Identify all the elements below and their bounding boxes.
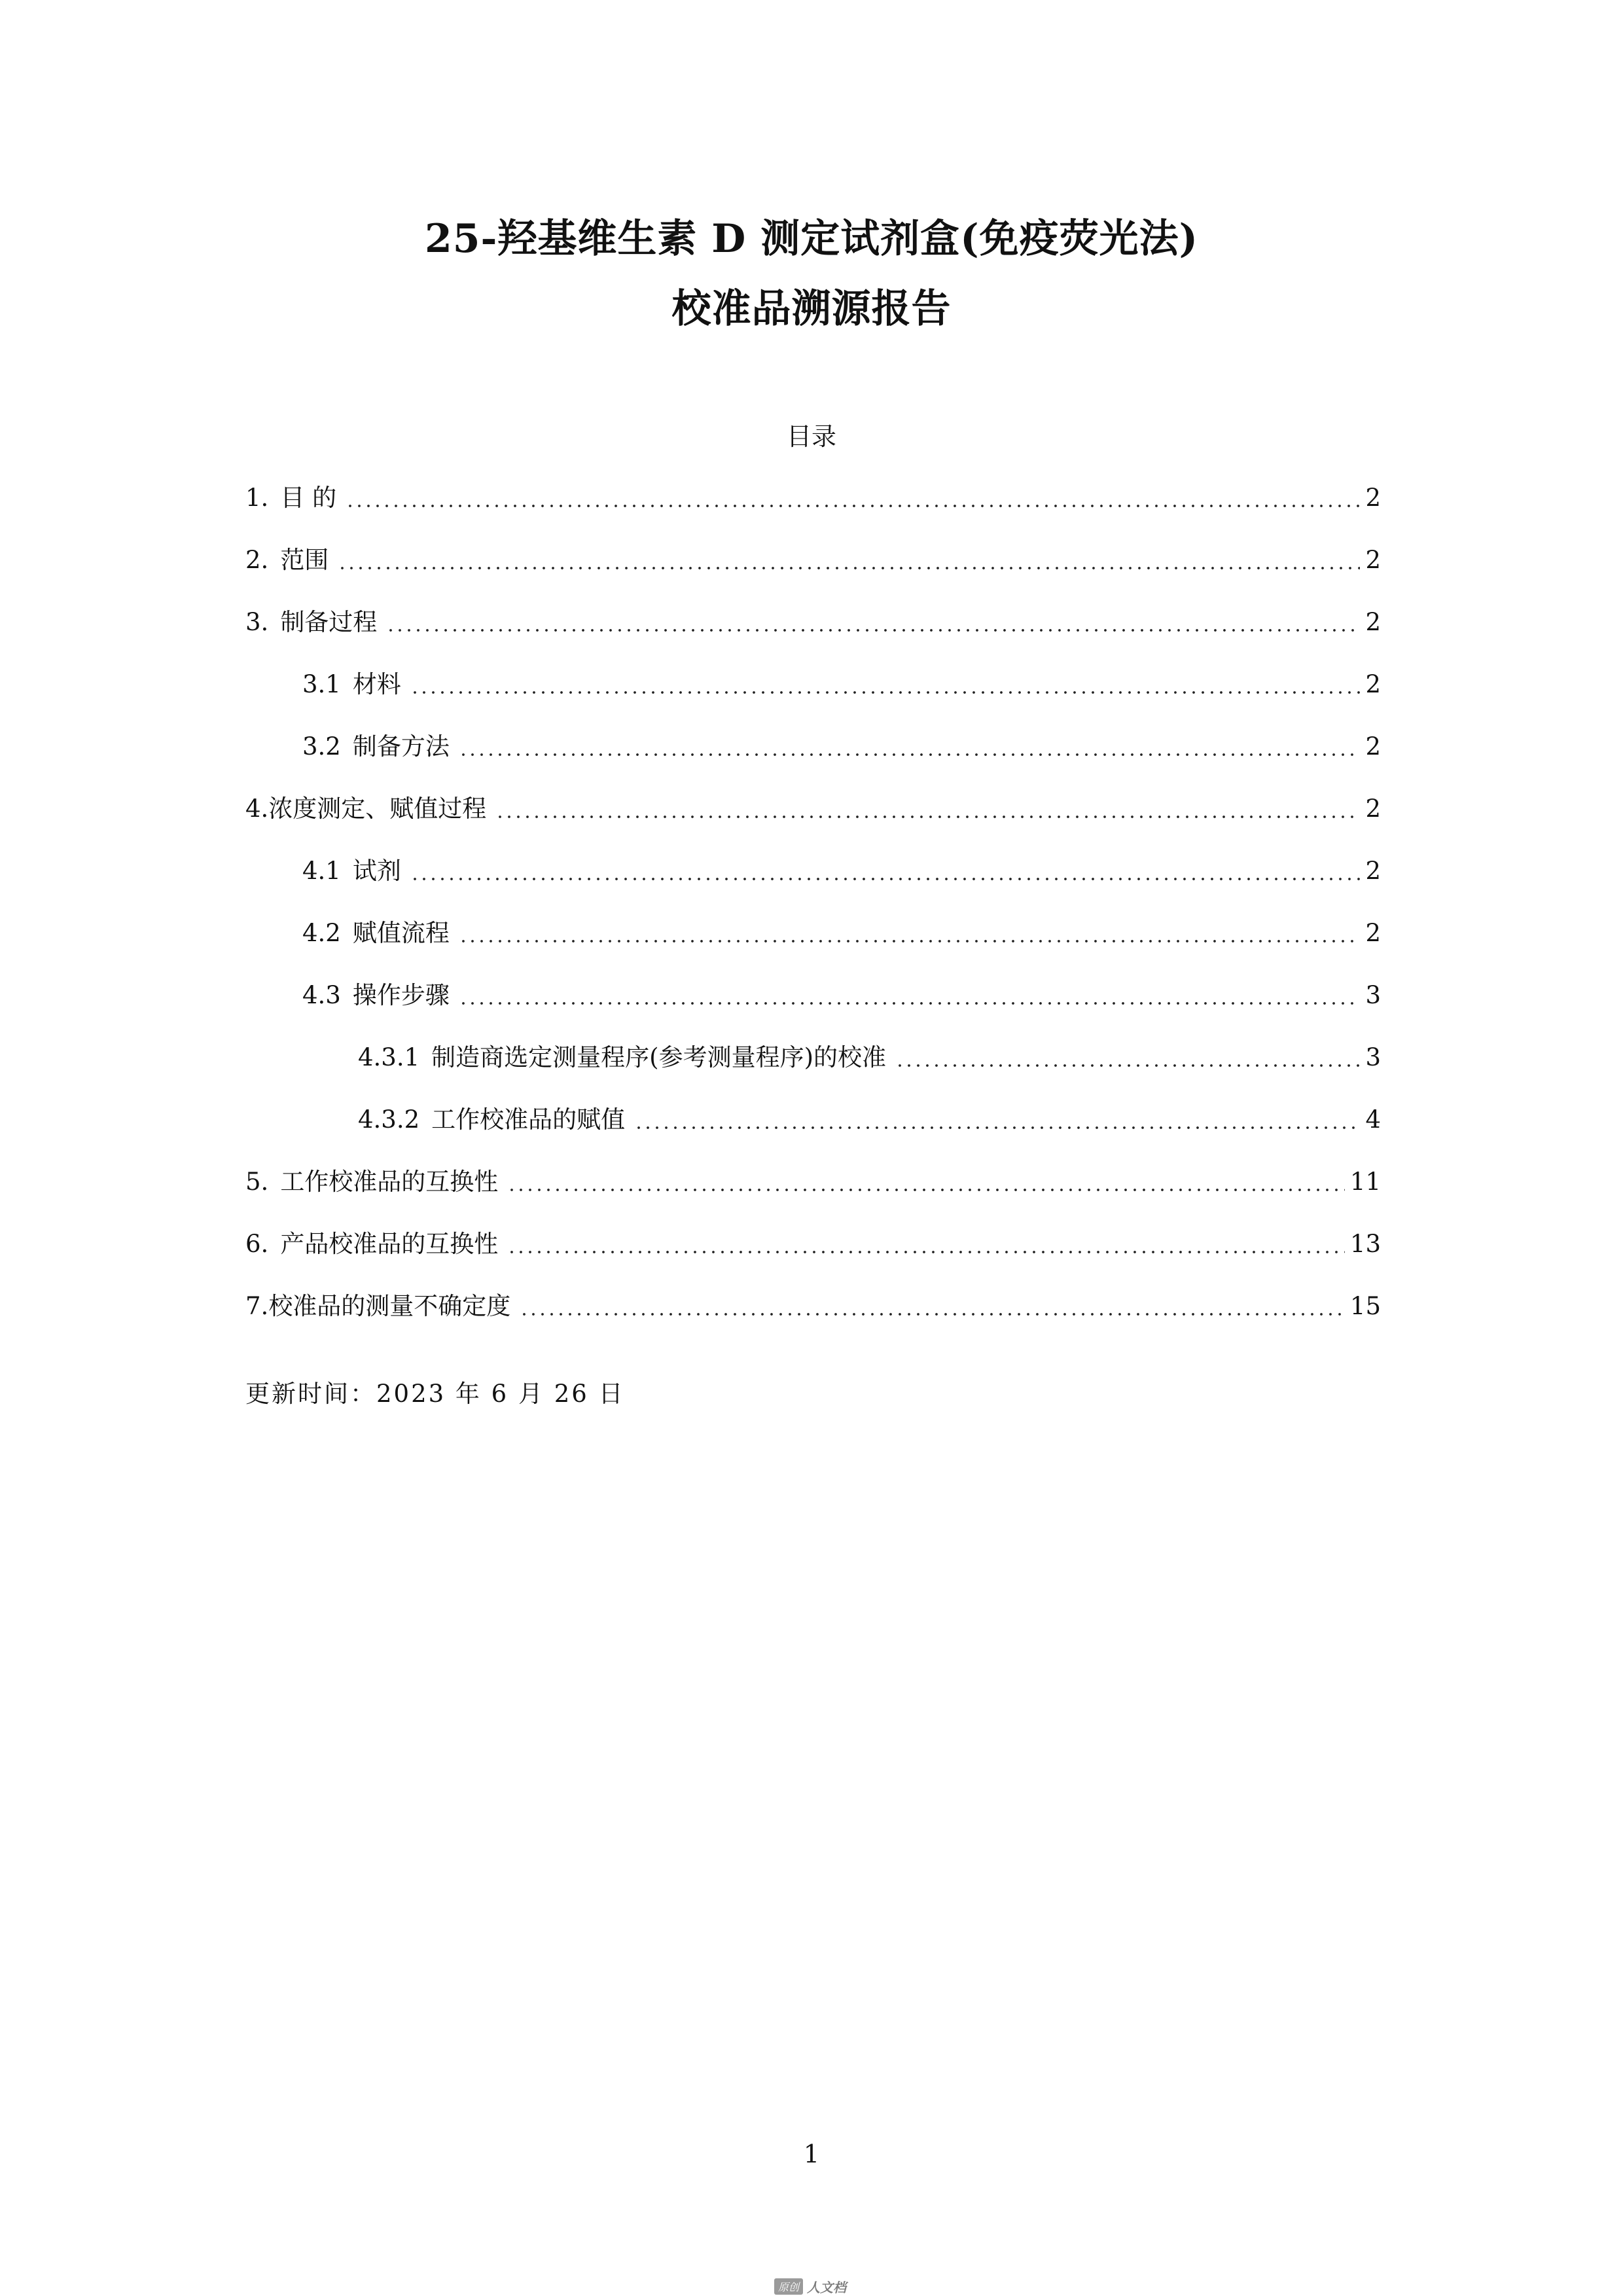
toc-entry-label: 试剂: [352, 856, 401, 885]
toc-entry[interactable]: [245, 1026, 1381, 1088]
toc-entry-number: 4.3.1: [358, 1043, 420, 1071]
toc-entry[interactable]: [245, 840, 1381, 902]
toc-entry-label: 制备过程: [280, 607, 378, 636]
toc-entry-label: 操作步骤: [352, 980, 450, 1009]
table-of-contents: [245, 467, 1381, 1337]
toc-entry-label: 赋值流程: [352, 918, 450, 947]
toc-dot-leader: [507, 1251, 1345, 1253]
toc-dot-leader: [634, 1126, 1360, 1129]
toc-entry[interactable]: [245, 1151, 1381, 1213]
toc-entry-label: 目 的: [280, 483, 337, 512]
toc-entry[interactable]: [245, 778, 1381, 840]
toc-dot-leader: [520, 1313, 1345, 1316]
toc-entry-number: 4.3.2: [358, 1105, 420, 1134]
toc-entry-label: 范围: [280, 545, 329, 574]
toc-entry-label: 材料: [352, 670, 401, 698]
toc-entry-number: 4.1: [302, 856, 341, 885]
toc-dot-leader: [338, 567, 1360, 569]
toc-entry-number: 4.: [245, 794, 269, 823]
toc-entry-number: 4.3: [302, 980, 341, 1009]
toc-entry[interactable]: [245, 529, 1381, 591]
toc-entry[interactable]: [245, 653, 1381, 715]
watermark-text: 人文档: [807, 2279, 847, 2295]
toc-entry-number: 6.: [245, 1229, 269, 1258]
toc-dot-leader: [386, 629, 1360, 632]
toc-entry-page: 2: [1365, 918, 1381, 947]
toc-entry-page: 11: [1349, 1167, 1381, 1196]
toc-dot-leader: [410, 878, 1361, 880]
toc-entry-label: 制备方法: [352, 732, 450, 761]
toc-entry-label: 工作校准品的赋值: [431, 1105, 626, 1134]
document-subtitle: 校准品溯源报告: [671, 286, 952, 332]
toc-dot-leader: [459, 1002, 1361, 1005]
toc-entry-label: 制造商选定测量程序(参考测量程序)的校准: [431, 1043, 887, 1071]
toc-entry-page: 3: [1365, 980, 1381, 1009]
toc-entry-page: 2: [1365, 794, 1381, 823]
toc-dot-leader: [507, 1189, 1345, 1191]
toc-entry-number: 1.: [245, 483, 269, 512]
toc-entry-number: 2.: [245, 545, 269, 574]
toc-entry-number: 7.: [245, 1291, 269, 1320]
document-title: 25-羟基维生素 D 测定试剂盒(免疫荧光法): [425, 216, 1198, 262]
toc-entry[interactable]: [245, 1088, 1381, 1151]
toc-entry-number: 3.1: [302, 670, 341, 698]
toc-entry-page: 3: [1365, 1043, 1381, 1071]
toc-dot-leader: [895, 1064, 1360, 1067]
toc-entry-page: 2: [1365, 856, 1381, 885]
toc-entry[interactable]: [245, 1275, 1381, 1337]
toc-entry[interactable]: [245, 467, 1381, 529]
toc-entry-number: 5.: [245, 1167, 269, 1196]
toc-dot-leader: [495, 816, 1360, 818]
toc-entry[interactable]: [245, 715, 1381, 778]
toc-entry[interactable]: [245, 964, 1381, 1026]
toc-entry-number: 4.2: [302, 918, 341, 947]
toc-entry-label: 校准品的测量不确定度: [268, 1291, 511, 1320]
toc-entry[interactable]: [245, 902, 1381, 964]
toc-entry-number: 3.: [245, 607, 269, 636]
toc-dot-leader: [459, 753, 1361, 756]
watermark-badge: 原创: [774, 2278, 803, 2295]
toc-entry-label: 工作校准品的互换性: [280, 1167, 499, 1196]
toc-entry-label: 浓度测定、赋值过程: [268, 794, 487, 823]
toc-entry[interactable]: [245, 591, 1381, 653]
toc-entry-page: 4: [1365, 1105, 1381, 1134]
toc-entry-page: 2: [1365, 607, 1381, 636]
toc-entry-label: 产品校准品的互换性: [280, 1229, 499, 1258]
toc-entry-page: 2: [1365, 670, 1381, 698]
toc-entry-page: 15: [1349, 1291, 1381, 1320]
toc-heading: 目录: [786, 422, 836, 451]
page-number: 1: [803, 2140, 820, 2168]
toc-entry-number: 3.2: [302, 732, 341, 761]
toc-dot-leader: [346, 505, 1360, 507]
toc-entry-page: 2: [1365, 732, 1381, 761]
toc-dot-leader: [410, 691, 1361, 694]
update-date: 更新时间：2023 年 6 月 26 日: [245, 1380, 625, 1408]
watermark-logo: [774, 2278, 846, 2295]
toc-entry-page: 13: [1349, 1229, 1381, 1258]
toc-entry-page: 2: [1365, 483, 1381, 512]
toc-dot-leader: [459, 940, 1361, 942]
toc-entry[interactable]: [245, 1213, 1381, 1275]
toc-entry-page: 2: [1365, 545, 1381, 574]
